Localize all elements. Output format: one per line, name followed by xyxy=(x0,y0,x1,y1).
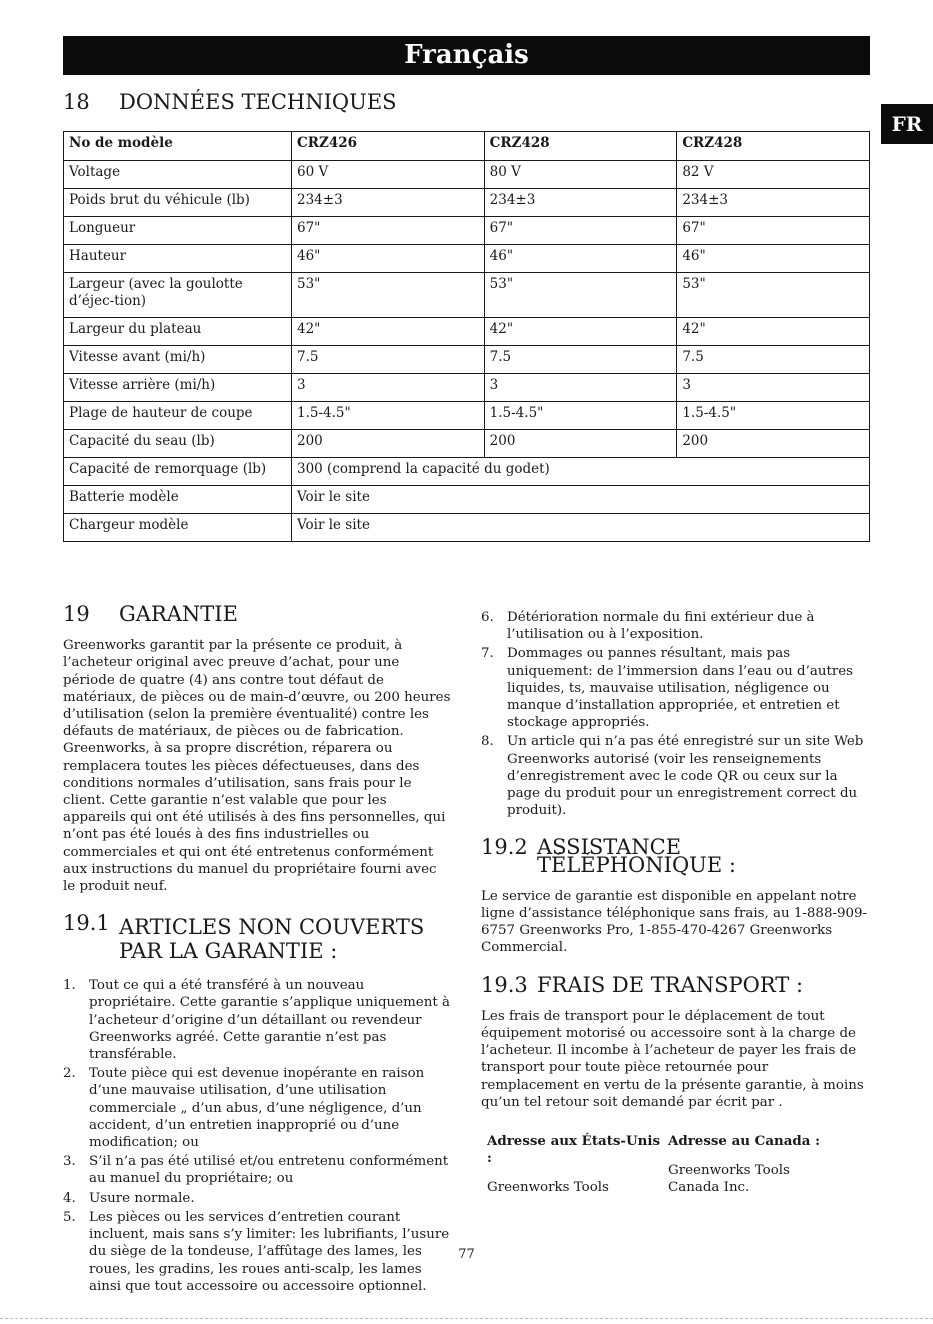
section-title: ARTICLES NON COUVERTS PAR LA GARANTIE : xyxy=(119,915,425,964)
table-row xyxy=(64,217,870,245)
spec-value-cell: 1.5-4.5" xyxy=(677,402,870,430)
spec-value-cell: 1.5-4.5" xyxy=(292,402,485,430)
spec-value-cell: 46" xyxy=(677,245,870,273)
section-title: FRAIS DE TRANSPORT : xyxy=(537,972,804,997)
spec-label-cell: Poids brut du véhicule (lb) xyxy=(64,189,292,217)
list-item-text: Les pièces ou les services d’entretien courant incluent, mais sans s’y limiter: les lubrifiants, l’usure du siège de la tondeuse, l’affûtage des lames, les roues, les gradins, les roues anti-scalp, les lames ainsi que tout accessoire ou accessoire optionnel. xyxy=(89,1209,450,1294)
table-header-row xyxy=(64,132,870,161)
spec-value-cell: 200 xyxy=(484,430,677,458)
canada-address-label: Adresse au Canada : xyxy=(668,1133,821,1150)
spec-value-cell: Voir le site xyxy=(292,514,870,542)
spec-value-cell: 53" xyxy=(292,273,485,318)
table-row xyxy=(64,245,870,273)
list-item xyxy=(481,609,869,643)
spec-label-cell: Hauteur xyxy=(64,245,292,273)
warranty-paragraph: Greenworks garantit par la présente ce produit, à l’acheteur original avec preuve d’achat, pour une période de quatre (4) ans contre tout défaut de matériaux, de pièces ou de main-d’œuvre, ou 200 heures d’utilisation (selon la première éventualité) contre les défauts de matériaux, de pièces ou de fabrication. Greenworks, à sa propre discrétion, réparera ou remplacera toutes les pièces défectueuses, dans des conditions normales d’utilisation, sans frais pour le client. Cette garantie n’est valable que pour les appareils qui ont été utilisés à des fins personnelles, qui n’ont pas été loués à des fins industrielles ou commerciales et qui ont été entretenus conformément aux instructions du manuel du propriétaire fourni avec le produit neuf. xyxy=(63,638,451,895)
spec-value-cell: 67" xyxy=(292,217,485,245)
list-item-number: 6. xyxy=(481,610,494,625)
spec-value-cell: 80 V xyxy=(484,161,677,189)
spec-value-cell: 1.5-4.5" xyxy=(484,402,677,430)
table-header-cell: CRZ426 xyxy=(292,132,485,161)
list-item-number: 1. xyxy=(63,978,76,994)
table-row xyxy=(64,374,870,402)
list-item-text: Tout ce qui a été transféré à un nouveau propriétaire. Cette garantie s’applique uniquement à l’acheteur d’origine d’un détaillant ou revendeur Greenworks agréé. Cette garantie n’est pas transférable. xyxy=(89,978,450,1063)
exclusions-list-part-2 xyxy=(481,609,869,819)
list-item-text: Dommages ou pannes résultant, mais pas uniquement: de l’immersion dans l’eau ou d’autres liquides, ts, mauvaise utilisation, négligence ou manque d’installation appropriée, et entretien et stockage appropriés. xyxy=(507,646,854,731)
spec-label-cell: Chargeur modèle xyxy=(64,514,292,542)
section-title: GARANTIE xyxy=(119,602,238,626)
spec-value-cell: 234±3 xyxy=(292,189,485,217)
spec-label-cell: Capacité du seau (lb) xyxy=(64,430,292,458)
list-item-number: 4. xyxy=(63,1190,76,1206)
spec-value-cell: 7.5 xyxy=(677,346,870,374)
list-item-text: Usure normale. xyxy=(89,1190,195,1206)
spec-value-cell: 200 xyxy=(677,430,870,458)
spec-value-cell: 42" xyxy=(484,318,677,346)
spec-value-cell: 46" xyxy=(484,245,677,273)
list-item xyxy=(63,1153,451,1187)
list-item-text: S’il n’a pas été utilisé et/ou entretenu conformément au manuel du propriétaire; ou xyxy=(89,1154,449,1187)
spec-value-cell: 53" xyxy=(484,273,677,318)
us-address-label: Adresse aux États-Unis : xyxy=(487,1133,661,1167)
spec-value-cell: 42" xyxy=(677,318,870,346)
spec-value-cell: 42" xyxy=(292,318,485,346)
spec-value-cell: 82 V xyxy=(677,161,870,189)
table-row xyxy=(64,189,870,217)
spec-value-cell: 200 xyxy=(292,430,485,458)
phone-support-paragraph: Le service de garantie est disponible en appelant notre ligne d’assistance téléphonique sans frais, au 1-888-909-6757 Greenworks Pro, 1-855-470-4267 Greenworks Commercial. xyxy=(481,888,868,956)
list-item xyxy=(63,977,451,1063)
spec-value-cell: 7.5 xyxy=(484,346,677,374)
canada-address xyxy=(662,1133,843,1197)
spec-label-cell: Voltage xyxy=(64,161,292,189)
spec-label-cell: Capacité de remorquage (lb) xyxy=(64,458,292,486)
technical-specs-table xyxy=(63,131,870,542)
spec-value-cell: 53" xyxy=(677,273,870,318)
spec-value-cell: 234±3 xyxy=(484,189,677,217)
spec-value-cell: 234±3 xyxy=(677,189,870,217)
section-number: 19.2 xyxy=(481,835,528,860)
transport-fees-paragraph: Les frais de transport pour le déplacement de tout équipement motorisé ou accessoire sont à la charge de l’acheteur. Il incombe à l’acheteur de payer les frais de transport pour toute pièce retournée pour remplacement en vertu de la présente garantie, à moins qu’un tel retour soit demandé par écrit par . xyxy=(481,1008,864,1110)
spec-value-cell: 3 xyxy=(677,374,870,402)
list-item xyxy=(63,1190,451,1207)
section-19-1-heading xyxy=(63,911,451,964)
left-column xyxy=(63,602,451,1297)
spec-value-cell: 3 xyxy=(484,374,677,402)
spec-label-cell: Plage de hauteur de coupe xyxy=(64,402,292,430)
table-row xyxy=(64,402,870,430)
table-row xyxy=(64,346,870,374)
list-item-number: 2. xyxy=(63,1066,76,1082)
spec-label-cell: Batterie modèle xyxy=(64,486,292,514)
section-19-3-heading xyxy=(481,972,869,997)
section-18-heading xyxy=(63,90,397,114)
language-side-tab: FR xyxy=(881,104,933,144)
us-address-value: Greenworks Tools xyxy=(487,1180,609,1196)
section-title: DONNÉES TECHNIQUES xyxy=(119,90,397,114)
table-header-cell: No de modèle xyxy=(64,132,292,161)
language-header-bar: Français xyxy=(63,36,870,75)
page-edge-divider xyxy=(0,1318,933,1319)
spec-value-cell: 60 V xyxy=(292,161,485,189)
spec-value-cell: Voir le site xyxy=(292,486,870,514)
spec-value-cell: 67" xyxy=(484,217,677,245)
list-item xyxy=(481,733,869,819)
spec-value-cell: 67" xyxy=(677,217,870,245)
table-header-cell: CRZ428 xyxy=(484,132,677,161)
list-item-number: 7. xyxy=(481,646,494,662)
spec-label-cell: Largeur du plateau xyxy=(64,318,292,346)
spec-value-cell: 7.5 xyxy=(292,346,485,374)
list-item-text: Toute pièce qui est devenue inopérante en raison d’une mauvaise utilisation, d’une utilisation commerciale „ d’un abus, d’une négligence, d’un accident, d’un entretien inapproprié ou d’une modification; ou xyxy=(89,1066,425,1151)
spec-value-cell: 300 (comprend la capacité du godet) xyxy=(292,458,870,486)
table-row xyxy=(64,273,870,318)
list-item-number: 8. xyxy=(481,734,494,750)
spec-value-cell: 46" xyxy=(292,245,485,273)
canada-address-value: Greenworks Tools Canada Inc. xyxy=(668,1163,790,1196)
list-item-number: 5. xyxy=(63,1209,76,1225)
table-row xyxy=(64,486,870,514)
section-number: 19.1 xyxy=(63,911,110,936)
table-row xyxy=(64,430,870,458)
section-number: 19.3 xyxy=(481,972,528,997)
spec-label-cell: Largeur (avec la goulotte d’éjec-tion) xyxy=(64,273,292,318)
us-address xyxy=(481,1133,662,1197)
addresses xyxy=(481,1133,869,1197)
right-column xyxy=(481,609,869,1197)
spec-label-cell: Vitesse avant (mi/h) xyxy=(64,346,292,374)
table-row xyxy=(64,458,870,486)
list-item-number: 3. xyxy=(63,1154,76,1170)
list-item-text: Détérioration normale du fini extérieur due à l’utilisation ou à l’exposition. xyxy=(507,610,815,643)
list-item-text: Un article qui n’a pas été enregistré sur un site Web Greenworks autorisé (voir les renseignements d’enregistrement avec le code QR ou ceux sur la page du produit pour un enregistrement correct du produit). xyxy=(507,734,864,819)
section-number: 19 xyxy=(63,602,90,626)
section-number: 18 xyxy=(63,90,90,114)
section-19-2-heading xyxy=(481,835,869,877)
table-row xyxy=(64,318,870,346)
spec-label-cell: Longueur xyxy=(64,217,292,245)
spec-value-cell: 3 xyxy=(292,374,485,402)
page-number: 77 xyxy=(458,1247,475,1262)
section-19-heading xyxy=(63,602,451,626)
table-header-cell: CRZ428 xyxy=(677,132,870,161)
section-title: ASSISTANCE TÉLÉPHONIQUE : xyxy=(537,835,736,877)
list-item xyxy=(481,645,869,731)
list-item xyxy=(63,1065,451,1151)
table-row xyxy=(64,514,870,542)
table-row xyxy=(64,161,870,189)
spec-label-cell: Vitesse arrière (mi/h) xyxy=(64,374,292,402)
